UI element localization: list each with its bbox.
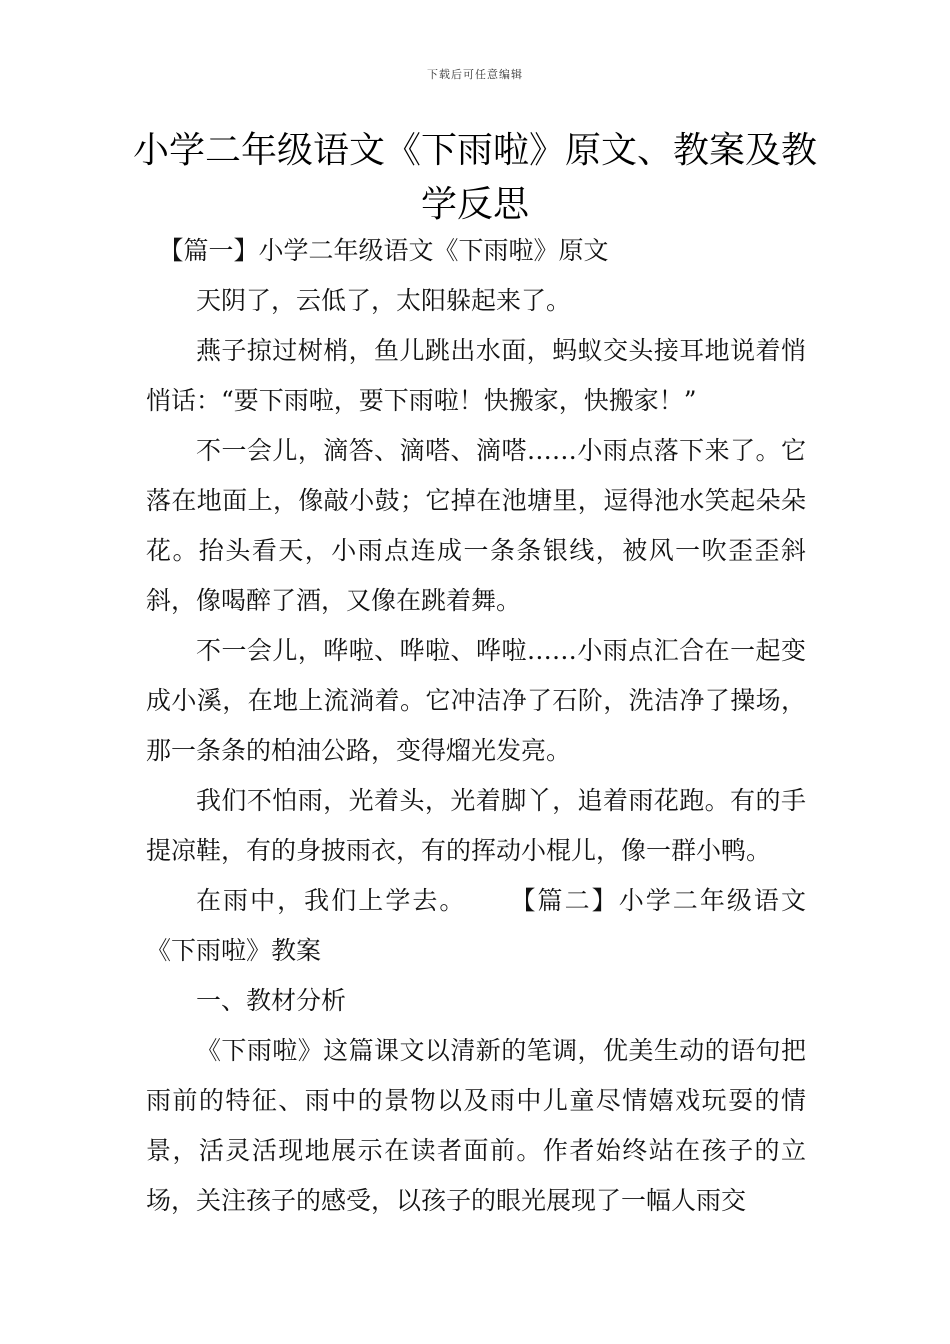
analysis-paragraph: 《下雨啦》这篇课文以清新的笔调，优美生动的语句把雨前的特征、雨中的景物以及雨中儿童尽情嬉戏玩耍的情景，活灵活现地展示在读者面前。作者始终站在孩子的立场，关注孩子的感受，以孩子的眼光展现了一幅人雨交 xyxy=(146,1036,806,1215)
paragraph-2: 燕子掠过树梢，鱼儿跳出水面，蚂蚁交头接耳地说着悄悄话：“要下雨啦，要下雨啦！快搬家，快搬家！” xyxy=(146,336,806,415)
closing-line: 在雨中，我们上学去。 xyxy=(196,886,467,915)
paragraph-1: 天阴了，云低了，太阳躲起来了。 xyxy=(196,286,572,315)
section-heading-1: 【篇一】小学二年级语文《下雨啦》原文 xyxy=(158,236,609,265)
paragraph-5: 我们不怕雨，光着头，光着脚丫，追着雨花跑。有的手提凉鞋，有的身披雨衣，有的挥动小棍儿，像一群小鸭。 xyxy=(146,786,806,865)
document-title: 小学二年级语文《下雨啦》原文、教案及教学反思 xyxy=(132,130,817,225)
document-body xyxy=(146,226,806,1226)
paragraph-4: 不一会儿，哗啦、哗啦、哗啦……小雨点汇合在一起变成小溪，在地上流淌着。它冲洁净了石阶，洗洁净了操场，那一条条的柏油公路，变得熘光发亮。 xyxy=(146,636,806,765)
closing-and-section-2 xyxy=(146,876,806,976)
paragraph-3: 不一会儿，滴答、滴嗒、滴嗒……小雨点落下来了。它落在地面上，像敲小鼓；它掉在池塘里，逗得池水笑起朵朵花。抬头看天，小雨点连成一条条银线，被风一吹歪歪斜斜，像喝醉了酒，又像在跳着舞。 xyxy=(146,436,806,615)
subheading-analysis: 一、教材分析 xyxy=(196,986,347,1015)
page-header-note: 下载后可任意编辑 xyxy=(427,68,523,81)
section-heading-2: 【篇二】小学二年级语文《下雨啦》教案 xyxy=(146,886,806,965)
